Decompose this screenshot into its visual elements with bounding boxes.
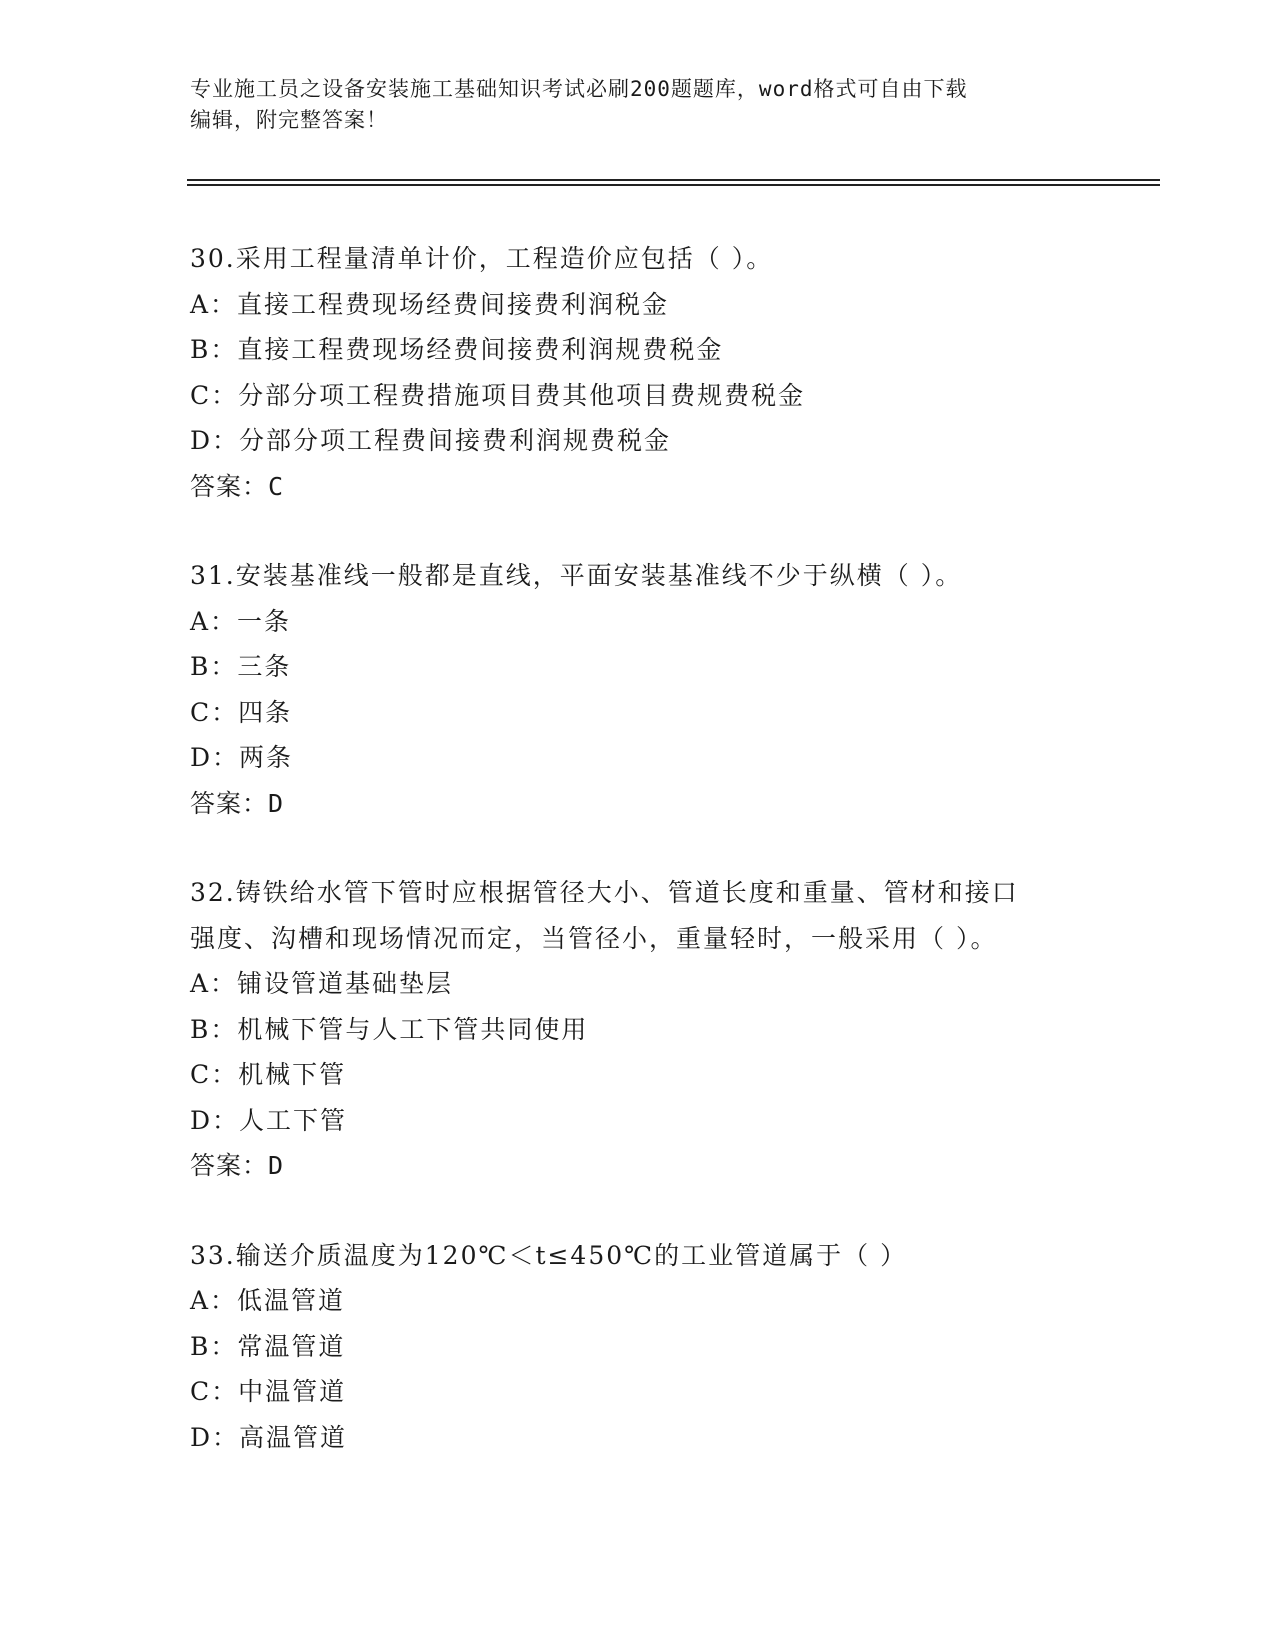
question-block [190,236,1130,509]
header-line-1: 专业施工员之设备安装施工基础知识考试必刷200题题库，word格式可自由下载 [190,77,968,101]
answer-key: 答案：C [190,471,285,501]
question-block [190,1233,1130,1461]
question-stem: 32.铸铁给水管下管时应根据管径大小、管道长度和重量、管材和接口 [190,878,1019,907]
answer-option: A：一条 [190,606,292,636]
answer-option: D：高温管道 [190,1422,348,1452]
answer-option: C：分部分项工程费措施项目费其他项目费规费税金 [190,380,806,410]
answer-key: 答案：D [190,1151,285,1180]
header-line-2: 编辑，附完整答案！ [190,108,388,132]
answer-option: C：机械下管 [190,1060,347,1089]
answer-option: C：四条 [190,697,293,727]
answer-option: C：中温管道 [190,1377,347,1406]
question-stem: 31.安装基准线一般都是直线，平面安装基准线不少于纵横（ ）。 [190,561,963,590]
answer-key: 答案：D [190,788,285,818]
answer-option: B：常温管道 [190,1331,346,1361]
document-header [190,74,1090,136]
answer-option: A：直接工程费现场经费间接费利润税金 [190,289,670,319]
question-block [190,553,1130,826]
answer-option: B：三条 [190,652,292,681]
question-stem: 33.输送介质温度为120℃＜t≤450℃的工业管道属于（ ） [190,1240,908,1270]
answer-option: B：直接工程费现场经费间接费利润规费税金 [190,335,724,364]
header-divider-bottom [187,184,1160,186]
question-stem: 强度、沟槽和现场情况而定，当管径小，重量轻时，一般采用（ ）。 [190,923,998,953]
answer-option: B：机械下管与人工下管共同使用 [190,1014,589,1044]
header-divider-top [187,179,1160,181]
question-list [190,236,1130,1504]
answer-option: D：分部分项工程费间接费利润规费税金 [190,426,672,455]
question-stem: 30.采用工程量清单计价，工程造价应包括（ ）。 [190,244,774,273]
answer-option: A：低温管道 [190,1286,346,1315]
question-block [190,870,1130,1189]
answer-option: D：两条 [190,743,294,772]
answer-option: D：人工下管 [190,1105,348,1135]
answer-option: A：铺设管道基础垫层 [190,969,454,998]
